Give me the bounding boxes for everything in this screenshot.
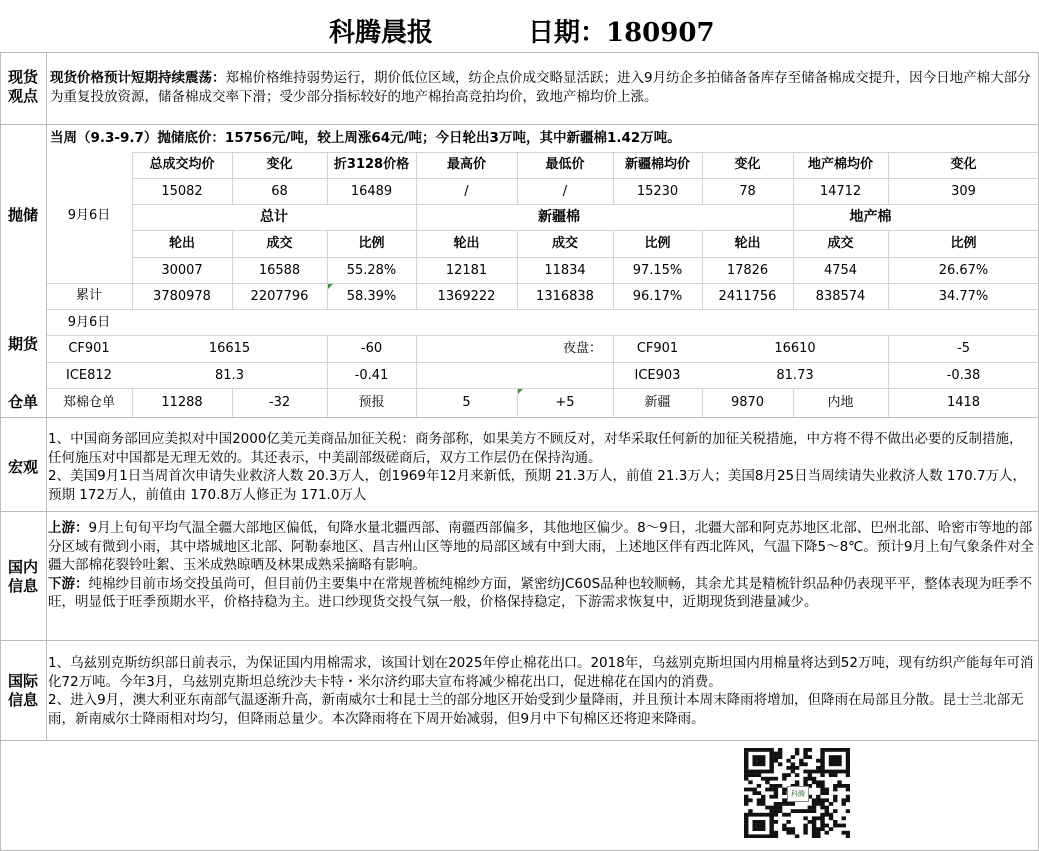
sub-header: 成交 (266, 236, 293, 251)
ice2-change: -0.38 (946, 368, 981, 383)
report-header (0, 10, 1039, 46)
upstream-text: 9月上旬旬平均气温全疆大部地区偏低，旬降水量北疆西部、南疆西部偏多，其他地区偏少。8～9日，北疆大部和阿克苏地区北部、巴州北部、哈密市等地的部分区域有微到小雨，其中塔城地区北部、阿勒泰地区、昌吉州山区等地的局部区域有中到大雨，上述地区伴有西北阵风，气温下降5～8℃。预计9月上旬气象条件对全疆大部棉花裂铃吐絮、玉米成熟晾晒及林果成熟采摘略有影响。 (48, 520, 1034, 573)
sub-header: 成交 (827, 236, 854, 251)
section-label-domestic-text: 国内信息 (7, 558, 38, 595)
international-item-2: 2、进入9月，澳大利亚东南部气温逐渐升高，新南威尔士和昆士兰的部分地区开始受到少量降雨，并且预计本周末降雨将增加，但降雨在局部且分散。昆士兰北部无雨，新南威尔士降雨相对均匀，但降雨总量少。本次降雨将在下周开始减弱，但9月中下旬棉区还将迎来降雨。 (48, 692, 1024, 727)
group-total: 总计 (260, 209, 288, 225)
auction-summary: 当周（9.3-9.7）抛储底价：15756元/吨，较上周涨64元/吨；今日轮出3万吨，其中新疆棉1.42万吨。 (50, 130, 681, 146)
today-cell: 30007 (161, 263, 203, 278)
sub-header: 轮出 (453, 236, 480, 251)
macro-text (48, 430, 1035, 504)
today-cell: 16588 (258, 263, 301, 278)
night-session-label: 夜盘： (563, 341, 603, 356)
today-cell: 55.28% (346, 263, 397, 278)
inland-value: 1418 (946, 395, 981, 410)
price-header: 最低价 (545, 157, 585, 172)
international-text (48, 654, 1035, 728)
domestic-downstream (48, 575, 1035, 612)
price-value: 14712 (819, 184, 862, 199)
futures-date: 9月6日 (67, 315, 111, 330)
price-header: 地产棉均价 (807, 157, 873, 172)
cumulative-cell: 3780978 (153, 289, 211, 304)
domestic-text (48, 519, 1035, 612)
section-label-macro: 宏观 (7, 458, 38, 476)
price-header: 总成交均价 (149, 157, 215, 172)
cumulative-cell: 1369222 (437, 289, 496, 304)
warehouse-label: 郑棉仓单 (62, 395, 115, 410)
price-value: 15082 (161, 184, 203, 199)
group-local: 地产棉 (849, 209, 892, 225)
section-label-international-text: 国际信息 (7, 672, 38, 709)
upstream-label: 上游： (48, 520, 89, 536)
macro-item-2: 2、美国9月1日当周首次申请失业救济人数 20.3万人，创1969年12月来新低，预期 21.3万人，前值 21.3万人；美国8月25日当周续请失业救济人数 170.7万人，预期 172万人，前值由 170.8万人修正为 171.0万人 (48, 468, 1027, 503)
downstream-label: 下游： (48, 575, 89, 592)
sub-header: 成交 (551, 236, 578, 251)
cumulative-cell: 2411756 (718, 289, 777, 304)
ice2-value: 81.73 (776, 368, 814, 383)
spot-view-text (50, 69, 1035, 106)
cumulative-cell: 838574 (815, 289, 866, 304)
sub-header: 比例 (358, 236, 385, 251)
section-label-auction: 抛储 (7, 206, 38, 224)
price-header: 变化 (734, 157, 761, 172)
section-label-spot (0, 68, 46, 106)
price-header: 新疆棉均价 (624, 157, 690, 172)
sub-header: 比例 (644, 236, 671, 251)
cumulative-cell: 58.39% (346, 289, 397, 304)
cumulative-label: 累计 (75, 288, 102, 303)
cf-night-label: CF901 (636, 341, 679, 356)
cell-comment-marker (518, 389, 523, 394)
cumulative-cell: 96.17% (632, 289, 683, 304)
cumulative-cell: 34.77% (938, 289, 989, 304)
sub-header: 轮出 (734, 236, 761, 251)
price-value: 309 (951, 184, 976, 199)
today-cell: 4754 (823, 263, 858, 278)
spot-view-lead: 现货价格预计短期持续震荡： (50, 70, 226, 86)
qr-logo: 科腾 (787, 786, 809, 802)
section-label-spot-text: 现货观点 (7, 68, 38, 105)
price-value: / (464, 184, 469, 199)
today-cell: 26.67% (938, 263, 989, 278)
price-header: 最高价 (446, 157, 486, 172)
ice-label: ICE812 (66, 368, 112, 383)
today-cell: 12181 (445, 263, 488, 278)
macro-item-1: 1、中国商务部回应美拟对中国2000亿美元美商品加征关税：商务部称，如果美方不顾反对，对华采取任何新的加征关税措施，中方将不得不做出必要的反制措施，任何施压对中国都是无理无效的。其还表示，中美副部级磋商后，双方工作层仍在保持沟通。 (48, 431, 1023, 466)
today-cell: 97.15% (632, 263, 683, 278)
inland-label: 内地 (827, 395, 854, 410)
price-header: 变化 (266, 157, 293, 172)
forecast-value: 5 (462, 395, 471, 410)
xinjiang-label: 新疆 (644, 395, 671, 410)
price-value: / (562, 184, 568, 199)
cell-comment-marker (328, 284, 333, 289)
report-title: 科腾晨报 (329, 18, 434, 48)
section-label-warehouse: 仓单 (7, 393, 38, 411)
cf-label: CF901 (68, 341, 110, 356)
price-value: 16489 (350, 184, 393, 199)
ice2-label: ICE903 (634, 368, 681, 383)
today-cell: 17826 (726, 263, 769, 278)
price-value: 78 (739, 184, 756, 199)
price-header: 变化 (950, 157, 977, 172)
sub-header: 比例 (950, 236, 977, 251)
qr-code-image (744, 748, 850, 838)
section-label-futures: 期货 (7, 335, 38, 353)
section-label-international (0, 672, 46, 710)
xinjiang-value: 9870 (730, 395, 765, 410)
auction-date: 9月6日 (67, 208, 111, 223)
spot-view-line1: 郑棉价格维持弱势运行，期价低位区域，纺企点价成交略显活跃；进入9月纺企多拍储备备库存至储备棉成交 (225, 70, 869, 86)
section-label-domestic (0, 558, 46, 596)
forecast-label: 预报 (358, 395, 385, 410)
international-item-1: 1、乌兹别克斯纺织部日前表示，为保证国内用棉需求，该国计划在2025年停止棉花出口。2018年，乌兹别克斯坦国内用棉量将达到52万吨，现有纺织产能每年可消化72万吨。今年3月，乌兹别克斯坦总统沙夫卡特・米尔济约耶夫宣布将减少棉花出口，促进棉花在国内的消费。 (48, 655, 1034, 690)
cf-value: 16615 (208, 341, 251, 356)
ice-change: -0.41 (354, 368, 389, 383)
domestic-upstream (48, 519, 1035, 575)
price-value: 68 (271, 184, 288, 199)
cumulative-cell: 2207796 (250, 289, 309, 304)
today-cell: 11834 (544, 263, 586, 278)
report-date: 日期：180907 (528, 18, 715, 48)
sub-header: 轮出 (168, 236, 195, 251)
price-header: 折3128价格 (333, 157, 410, 172)
warehouse-value: 11288 (161, 395, 203, 410)
ice-value: 81.3 (215, 368, 244, 383)
spot-view-line2: 提升，因今日地产棉大部分为重复投放资源，储备棉成交率下滑；受少部分指标较好的地产棉抬高竞拍均价，致地产棉均价上涨。 (50, 70, 1031, 105)
cf-night-value: 16610 (774, 341, 816, 356)
cf-night-change: -5 (957, 341, 970, 356)
warehouse-change: -32 (268, 395, 291, 410)
downstream-text: 纯棉纱目前市场交投虽尚可，但目前仍主要集中在常规普梳纯棉纱方面，紧密纺JC60S品种也较顺畅，其余尤其是精梳针织品种仍表现平平，整体表现为旺季不旺，明显低于旺季预期水平，价格持稳为主。进口纱现货交投气氛一般，价格保持稳定，下游需求恢复中，近期现货到港量减少。 (48, 575, 1033, 610)
cf-change: -60 (360, 341, 383, 356)
price-value: 15230 (636, 184, 679, 199)
forecast-change: +5 (555, 395, 575, 410)
group-xinjiang: 新疆棉 (538, 209, 580, 225)
cumulative-cell: 1316838 (536, 289, 594, 304)
